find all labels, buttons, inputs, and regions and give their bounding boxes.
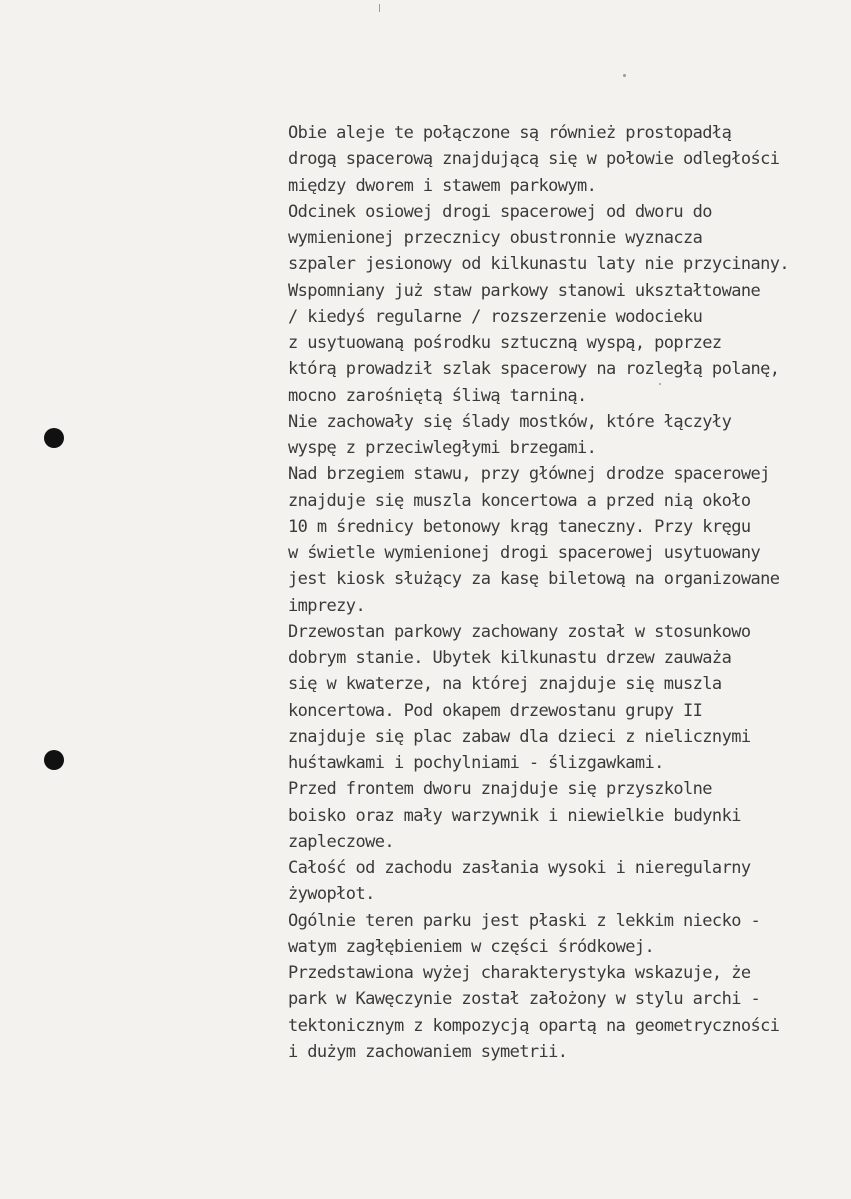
text-line: 10 m średnicy betonowy krąg taneczny. Przy kręgu [288, 516, 751, 537]
text-line: jest kiosk służący za kasę biletową na organizowane [288, 569, 780, 590]
text-line: żywopłot. [288, 884, 375, 905]
punch-hole-top [44, 428, 64, 448]
text-line: mocno zarośniętą śliwą tarniną. [288, 385, 587, 406]
text-line: zapleczowe. [288, 831, 394, 852]
text-line: znajduje się plac zabaw dla dzieci z nielicznymi [288, 726, 751, 747]
text-line: którą prowadził szlak spacerowy na rozległą polanę, [288, 359, 780, 380]
text-line: Obie aleje te połączone są również prostopadłą [288, 123, 732, 143]
text-line: wymienionej przecznicy obustronnie wyznacza [288, 228, 703, 248]
text-line: wyspę z przeciwległymi brzegami. [288, 438, 597, 458]
punch-hole-bottom [44, 750, 64, 770]
text-line: Nie zachowały się ślady mostków, które łączyły [288, 411, 732, 432]
text-line: huśtawkami i pochylniami - ślizgawkami. [288, 753, 664, 773]
text-line: Przed frontem dworu znajduje się przyszkolne [288, 779, 712, 800]
text-line: Drzewostan parkowy zachowany został w stosunkowo [288, 621, 751, 642]
text-line: Ogólnie teren parku jest płaski z lekkim niecko - [288, 910, 761, 931]
text-line: w świetle wymienionej drogi spacerowej usytuowany [288, 543, 761, 563]
text-line: się w kwaterze, na której znajduje się muszla [288, 674, 722, 695]
text-line: między dworem i stawem parkowym. [288, 175, 597, 196]
text-line: drogą spacerową znajdującą się w połowie odległości [288, 149, 780, 170]
text-line: imprezy. [288, 595, 366, 616]
text-line: Wspomniany już staw parkowy stanowi ukształtowane [288, 280, 761, 301]
text-line: Odcinek osiowej drogi spacerowej od dworu do [288, 201, 712, 222]
text-line: znajduje się muszla koncertowa a przed nią około [288, 490, 751, 511]
text-line: tektonicznym z kompozycją opartą na geometryczności [288, 1015, 780, 1036]
paper-speck [379, 4, 380, 12]
typewritten-text [288, 120, 828, 1065]
text-line: Nad brzegiem stawu, przy głównej drodze spacerowej [288, 464, 770, 485]
paper-speck [623, 74, 626, 77]
text-line: Całość od zachodu zasłania wysoki i nieregularny [288, 858, 751, 878]
text-line: / kiedyś regularne / rozszerzenie wodocieku [288, 306, 703, 327]
text-line: Przedstawiona wyżej charakterystyka wskazuje, że [288, 963, 751, 983]
text-line: z usytuowaną pośrodku sztuczną wyspą, poprzez [288, 333, 722, 353]
text-line: dobrym stanie. Ubytek kilkunastu drzew zauważa [288, 648, 732, 668]
text-line: watym zagłębieniem w części śródkowej. [288, 936, 655, 957]
text-line: park w Kawęczynie został założony w stylu archi - [288, 989, 761, 1010]
text-line: boisko oraz mały warzywnik i niewielkie budynki [288, 805, 741, 826]
text-line: szpaler jesionowy od kilkunastu laty nie przycinany. [288, 254, 790, 275]
text-line: koncertowa. Pod okapem drzewostanu grupy II [288, 700, 703, 721]
text-line: i dużym zachowaniem symetrii. [288, 1041, 568, 1062]
